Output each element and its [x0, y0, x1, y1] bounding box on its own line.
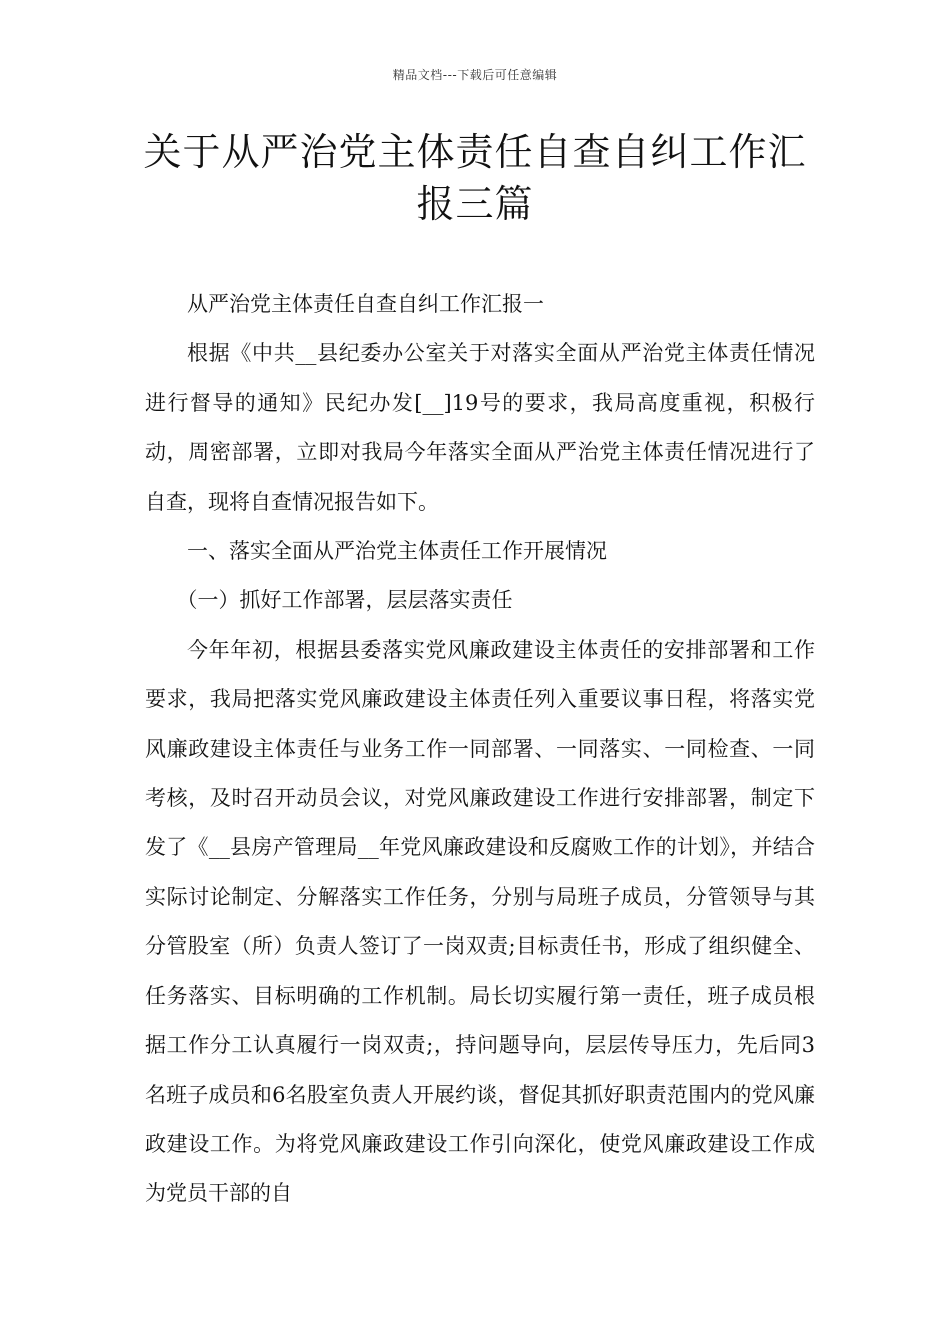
document-body — [145, 280, 815, 1219]
section-heading: 从严治党主体责任自查自纠工作汇报一 — [187, 292, 544, 316]
page-header: 精品文档---下载后可任意编辑 — [392, 68, 558, 82]
body-paragraph: 今年年初，根据县委落实党风廉政建设主体责任的安排部署和工作要求，我局把落实党风廉政建设主体责任列入重要议事日程，将落实党风廉政建设主体责任与业务工作一同部署、一同落实、一同检查、一同考核，及时召开动员会议，对党风廉政建设工作进行安排部署，制定下发了《__县房产管理局__年党风廉政建设和反腐败工作的计划》，并结合实际讨论制定、分解落实工作任务，分别与局班子成员，分管领导与其分管股室（所）负责人签订了一岗双责;目标责任书，形成了组织健全、任务落实、目标明确的工作机制。局长切实履行第一责任，班子成员根据工作分工认真履行一岗双责;，持问题导向，层层传导压力，先后同3名班子成员和6名股室负责人开展约谈，督促其抓好职责范围内的党风廉政建设工作。为将党风廉政建设工作引向深化，使党风廉政建设工作成为党员干部的自 — [145, 637, 815, 1206]
document-title: 关于从严治党主体责任自查自纠工作汇报三篇 — [143, 130, 807, 226]
subsection-heading: （一）抓好工作部署，层层落实责任 — [176, 588, 513, 613]
body-paragraph: 根据《中共__县纪委办公室关于对落实全面从严治党主体责任情况进行督导的通知》民纪办发[__]19号的要求，我局高度重视，积极行动，周密部署，立即对我局今年落实全面从严治党主体责任情况进行了自查，现将自查情况报告如下。 — [145, 341, 815, 514]
section-heading: 一、落实全面从严治党主体责任工作开展情况 — [187, 539, 607, 564]
